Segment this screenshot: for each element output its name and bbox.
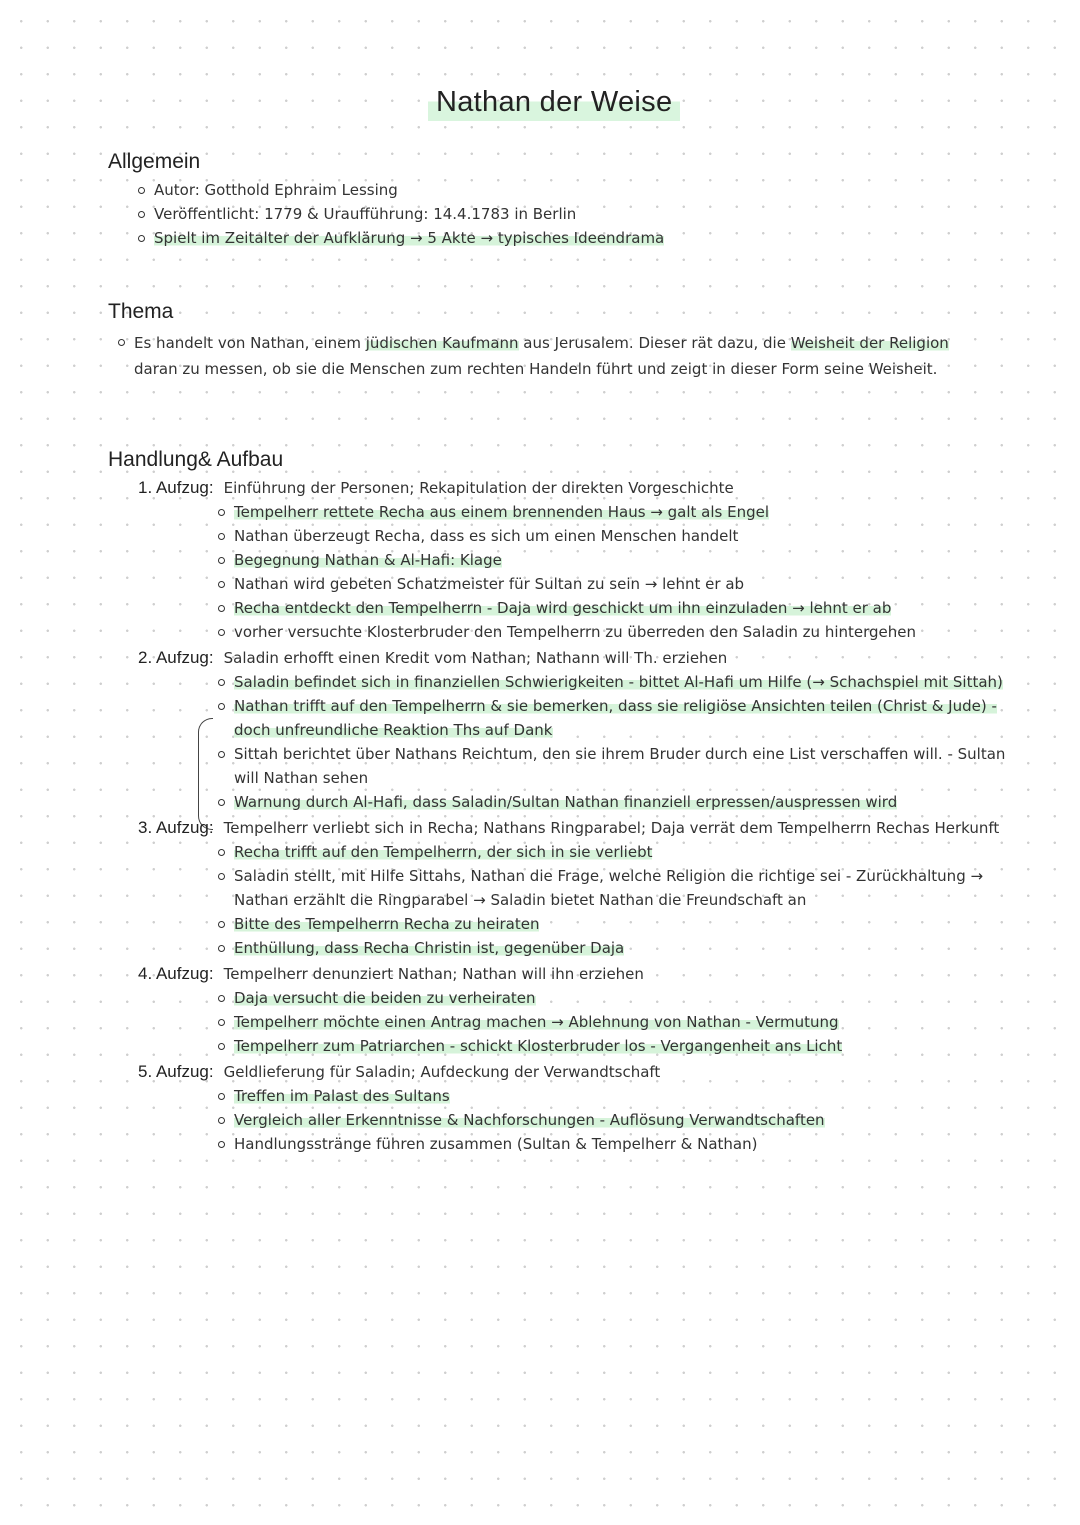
list-item: Tempelherr zum Patriarchen - schickt Klosterbruder los - Vergangenheit ans Licht	[218, 1034, 1018, 1058]
heading-allgemein: Allgemein	[108, 150, 201, 173]
list-item: Enthüllung, dass Recha Christin ist, gegenüber Daja	[218, 936, 1018, 960]
act-3-list	[218, 840, 1018, 960]
act-5	[138, 1060, 1018, 1156]
list-item: Handlungsstränge führen zusammen (Sultan & Tempelherr & Nathan)	[218, 1132, 1018, 1156]
list-item: Daja versucht die beiden zu verheiraten	[218, 986, 1018, 1010]
heading-handlung: Handlung& Aufbau	[108, 448, 284, 471]
list-item: Begegnung Nathan & Al-Hafi: Klage	[218, 548, 1018, 572]
list-item: Tempelherr möchte einen Antrag machen → Ablehnung von Nathan - Vermutung	[218, 1010, 1018, 1034]
act-2	[138, 646, 1018, 814]
allgemein-list	[138, 178, 1008, 250]
list-item: vorher versuchte Klosterbruder den Tempelherrn zu überreden den Saladin zu hintergehen	[218, 620, 1018, 644]
list-item: Autor: Gotthold Ephraim Lessing	[138, 178, 1008, 202]
act-label: 3. Aufzug:	[138, 818, 214, 837]
section-thema	[108, 300, 988, 382]
act-summary: 3. Aufzug: Tempelherr verliebt sich in Recha; Nathans Ringparabel; Daja verrät dem Tempelherrn Rechas Herkunft	[138, 818, 1000, 837]
act-label: 5. Aufzug:	[138, 1062, 214, 1081]
act-label: 2. Aufzug:	[138, 648, 214, 667]
act-label: 1. Aufzug:	[138, 478, 214, 497]
act-4-list	[218, 986, 1018, 1058]
acts-container	[138, 476, 1018, 1156]
list-item: Veröffentlicht: 1779 & Uraufführung: 14.4.1783 in Berlin	[138, 202, 1008, 226]
section-handlung	[108, 448, 1018, 1156]
list-item: Saladin befindet sich in finanziellen Schwierigkeiten - bittet Al-Hafi um Hilfe (→ Schachspiel mit Sittah)	[218, 670, 1018, 694]
act-summary: 1. Aufzug: Einführung der Personen; Rekapitulation der direkten Vorgeschichte	[138, 478, 734, 497]
thema-list	[118, 330, 978, 382]
act-1	[138, 476, 1018, 644]
act-3	[138, 816, 1018, 960]
list-item: Nathan wird gebeten Schatzmeister für Sultan zu sein → lehnt er ab	[218, 572, 1018, 596]
list-item-text: Spielt im Zeitalter der Aufklärung → 5 Akte → typisches Ideendrama	[154, 229, 665, 247]
page-title: Nathan der Weise	[428, 84, 680, 123]
list-item: Treffen im Palast des Sultans	[218, 1084, 1018, 1108]
heading-thema: Thema	[108, 300, 174, 323]
act-1-list	[218, 500, 1018, 644]
list-item: Vergleich aller Erkenntnisse & Nachforschungen - Auflösung Verwandtschaften	[218, 1108, 1018, 1132]
act-4	[138, 962, 1018, 1058]
list-item: Nathan trifft auf den Tempelherrn & sie bemerken, dass sie religiöse Ansichten teilen (Christ & Jude) - doch unfreundliche Reaktion Ths auf Dank	[218, 694, 1018, 742]
list-item: Recha trifft auf den Tempelherrn, der sich in sie verliebt	[218, 840, 1018, 864]
list-item: Saladin stellt, mit Hilfe Sittahs, Nathan die Frage, welche Religion die richtige sei - Zurückhaltung → Nathan erzählt die Ringparabel → Saladin bietet Nathan die Freundschaft an	[218, 864, 1018, 912]
list-item: Sittah berichtet über Nathans Reichtum, den sie ihrem Bruder durch eine List verschaffen will. - Sultan will Nathan sehen	[218, 742, 1018, 790]
act-summary: 2. Aufzug: Saladin erhofft einen Kredit vom Nathan; Nathann will Th. erziehen	[138, 648, 728, 667]
list-item: Bitte des Tempelherrn Recha zu heiraten	[218, 912, 1018, 936]
list-item: Tempelherr rettete Recha aus einem brennenden Haus → galt als Engel	[218, 500, 1018, 524]
act-summary: 5. Aufzug: Geldlieferung für Saladin; Aufdeckung der Verwandtschaft	[138, 1062, 661, 1081]
act-summary: 4. Aufzug: Tempelherr denunziert Nathan; Nathan will ihn erziehen	[138, 964, 644, 983]
act-label: 4. Aufzug:	[138, 964, 214, 983]
list-item: Warnung durch Al-Hafi, dass Saladin/Sultan Nathan finanziell erpressen/auspressen wird	[218, 790, 1018, 814]
act-2-list	[218, 670, 1018, 814]
list-item: Recha entdeckt den Tempelherrn - Daja wird geschickt um ihn einzuladen → lehnt er ab	[218, 596, 1018, 620]
bracket-mark	[198, 718, 213, 830]
list-item	[138, 226, 1008, 250]
act-5-list	[218, 1084, 1018, 1156]
list-item: Nathan überzeugt Recha, dass es sich um einen Menschen handelt	[218, 524, 1018, 548]
section-allgemein	[108, 150, 1008, 250]
thema-paragraph: Es handelt von Nathan, einem jüdischen Kaufmann aus Jerusalem. Dieser rät dazu, die Weisheit der Religion daran zu messen, ob sie die Menschen zum rechten Handeln führt und zeigt in dieser Form seine Weisheit.	[118, 330, 978, 382]
